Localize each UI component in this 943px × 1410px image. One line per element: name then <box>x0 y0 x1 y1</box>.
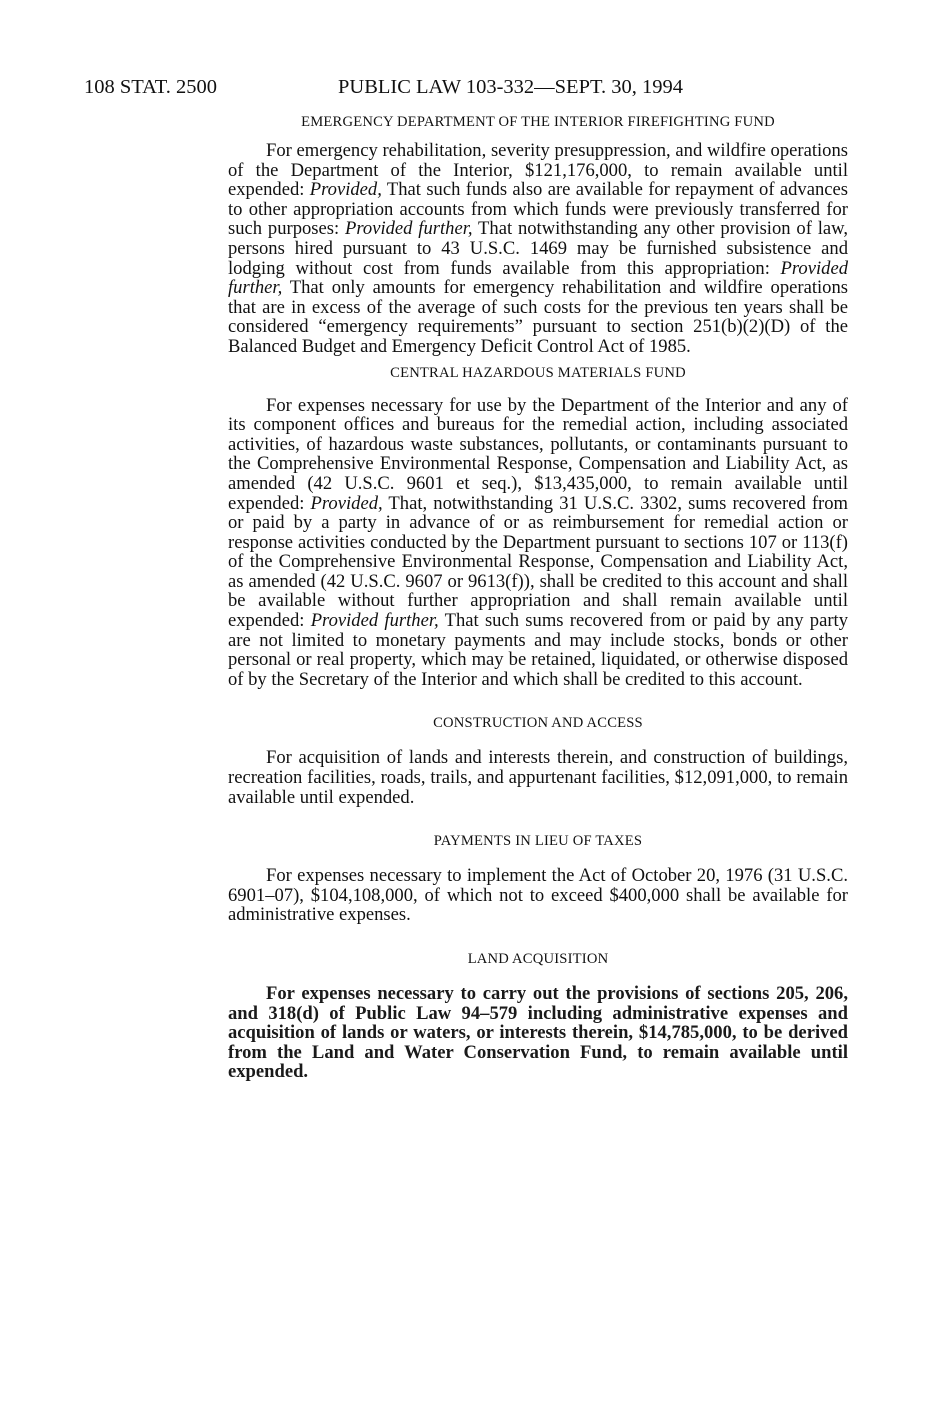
text-run: That, notwithstanding 31 U.S.C. 3302, sums recovered from or paid by a party in advance of or as reimbursement for remedial action or response activities conducted by the Department pursuant to sections 107 or 113(f) of the Comprehensive Environmental Response, Compensation and Liability Act, as amended (42 U.S.C. 9607 or 9613(f)), shall be credited to this account and shall be available without further appropriation and shall remain available until expended: <box>228 492 848 632</box>
section-land-acquisition <box>228 949 848 1082</box>
provided-further-clause: Provided further, <box>310 610 439 632</box>
text-run: That notwithstanding any other provision of law, persons hired pursuant to 43 U.S.C. 1469 may be furnished subsistence and lodging without cost from funds available from this appropriation: <box>228 218 849 279</box>
section-firefighting-fund <box>228 112 848 357</box>
text-run: That such funds also are available for repayment of advances to other appropriation accounts from which funds were previously transferred for such purposes: <box>228 179 849 240</box>
provided-clause: Provided, <box>310 492 383 514</box>
running-head <box>84 72 864 102</box>
text-run: For emergency rehabilitation, severity presuppression, and wildfire operations of the Department of the Interior, $121,176,000, to remain available until expended: <box>228 140 848 201</box>
public-law-citation: PUBLIC LAW 103-332—SEPT. 30, 1994 <box>338 76 683 98</box>
statute-page-number: 108 STAT. 2500 <box>84 76 217 98</box>
text-run: For expenses necessary for use by the Department of the Interior and any of its component offices and bureaus for the remedial action, including associated activities, of hazardous waste substances, pollutants, or contaminants pursuant to the Comprehensive Environmental Response, Compensation and Liability Act, as amended (42 U.S.C. 9601 et seq.), $13,435,000, to remain available until expended: <box>228 394 848 514</box>
section-paragraph <box>228 396 848 690</box>
section-payments-in-lieu-of-taxes <box>228 831 848 925</box>
provided-further-clause: Provided further, <box>228 257 848 299</box>
section-heading: EMERGENCY DEPARTMENT OF THE INTERIOR FIREFIGHTING FUND <box>301 114 775 130</box>
section-paragraph <box>228 141 848 357</box>
section-hazardous-materials-fund <box>228 363 848 690</box>
section-heading: PAYMENTS IN LIEU OF TAXES <box>433 833 643 850</box>
document-body <box>228 112 848 1082</box>
section-paragraph: For acquisition of lands and interests therein, and construction of buildings, recreation facilities, roads, trails, and appurtenant facilities, $12,091,000, to remain available until expended. <box>228 747 848 808</box>
text-run: That such sums recovered from or paid by any party are not limited to monetary payments and may include stocks, bonds or other personal or real property, which may be retained, liquidated, or otherwise disposed of by the Secretary of the Interior and which shall be credited to this account. <box>228 610 848 690</box>
section-heading: LAND ACQUISITION <box>467 951 609 967</box>
section-paragraph: For expenses necessary to implement the Act of October 20, 1976 (31 U.S.C. 6901–07), $104,108,000, of which not to exceed $400,000 shall be available for administrative expenses. <box>228 865 848 926</box>
text-run: That only amounts for emergency rehabilitation and wildfire operations that are in excess of the average of such costs for the previous ten years shall be considered “emergency requirements” pursuant to section 251(b)(2)(D) of the Balanced Budget and Emergency Deficit Control Act of 1985. <box>228 277 848 357</box>
provided-clause: Provided, <box>309 179 382 201</box>
section-construction-and-access <box>228 713 848 807</box>
section-heading: CENTRAL HAZARDOUS MATERIALS FUND <box>390 364 686 381</box>
provided-further-clause: Provided further, <box>345 218 473 240</box>
section-heading: CONSTRUCTION AND ACCESS <box>433 715 643 732</box>
section-paragraph: For expenses necessary to carry out the provisions of sections 205, 206, and 318(d) of Public Law 94–579 including administrative expenses and acquisition of lands or waters, or interests therein, $14,785,000, to be derived from the Land and Water Conservation Fund, to remain available until expended. <box>228 983 848 1083</box>
